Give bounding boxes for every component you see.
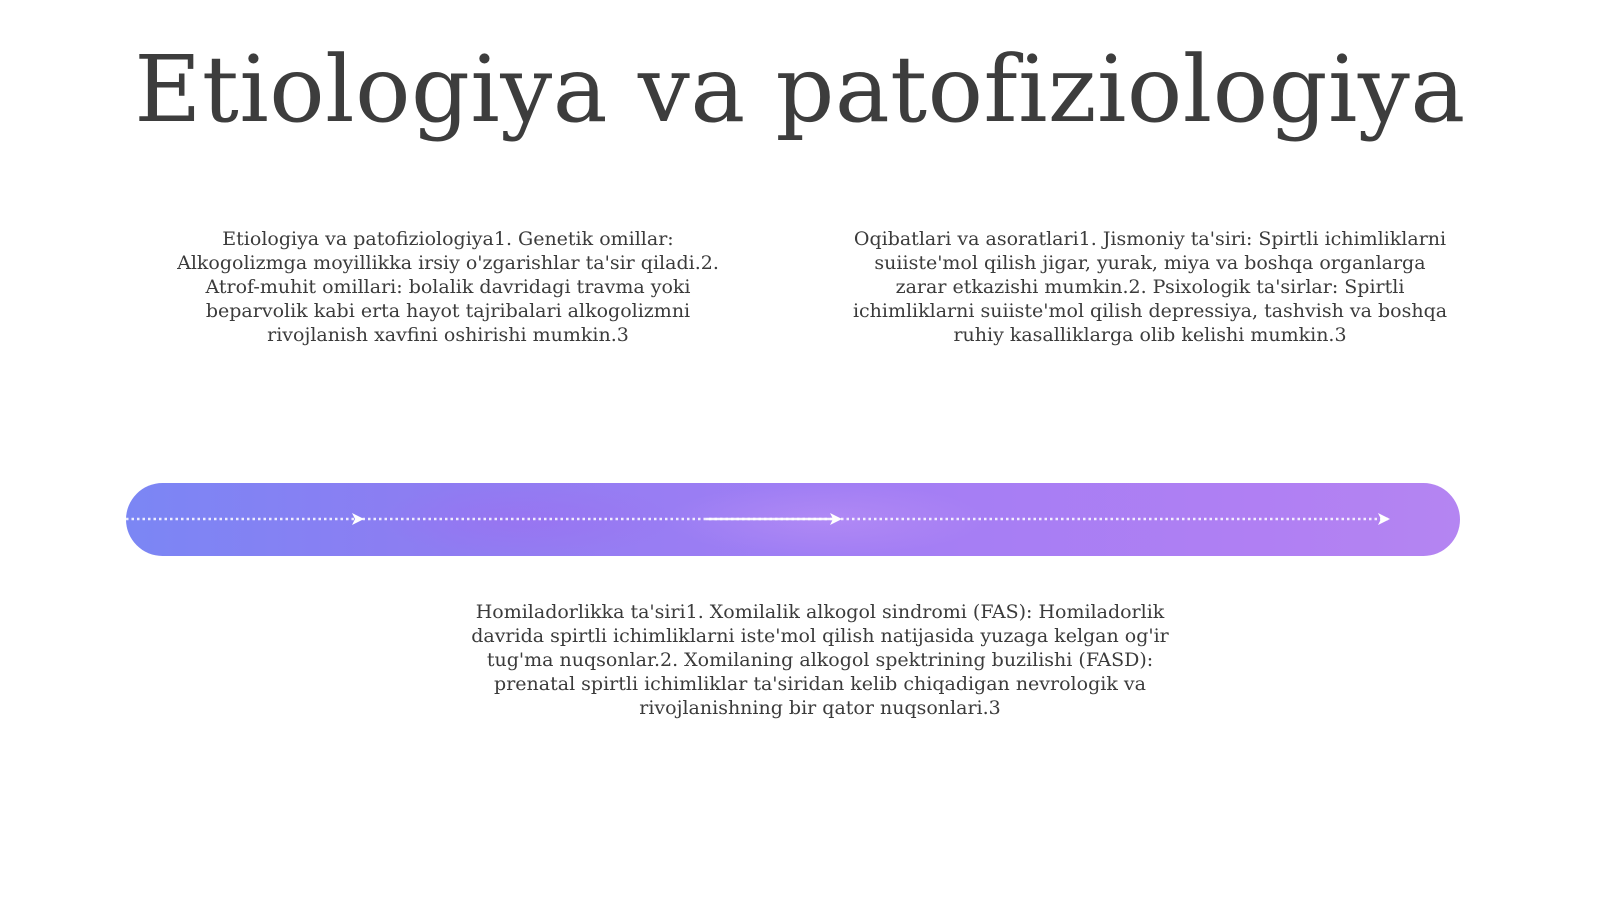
section-etiology-text: Etiologiya va patofiziologiya1. Genetik omillar: Alkogolizmga moyillikka irsiy o'zgarishlar ta'sir qiladi.2. Atrof-muhit omillari: bolalik davridagi travma yoki beparvolik kabi erta hayot tajribalari alkogolizmni rivojlanish xavfini oshirishi mumkin.3 (177, 228, 719, 346)
section-consequences-text: Oqibatlari va asoratlari1. Jismoniy ta'siri: Spirtli ichimliklarni suiiste'mol qilish jigar, yurak, miya va boshqa organlarga zarar etkazishi mumkin.2. Psixologik ta'sirlar: Spirtli ichimliklarni suiiste'mol qilish depressiya, tashvish va boshqa ruhiy kasalliklarga olib kelishi mumkin.3 (852, 228, 1448, 346)
timeline-track (126, 483, 1460, 556)
timeline-bar (126, 483, 1460, 556)
section-pregnancy-text: Homiladorlikka ta'siri1. Xomilalik alkogol sindromi (FAS): Homiladorlik davrida spirtli ichimliklarni iste'mol qilish natijasida yuzaga kelgan og'ir tug'ma nuqsonlar.2. Xomilaning alkogol spektrining buzilishi (FASD): prenatal spirtli ichimliklar ta'siridan kelib chiqadigan nevrologik va rivojlanishning bir qator nuqsonlari.3 (471, 601, 1169, 719)
slide-title: Etiologiya va patofiziologiya (134, 36, 1466, 143)
arrow-right-icon (1378, 513, 1390, 525)
timeline-glow-1 (376, 483, 676, 556)
